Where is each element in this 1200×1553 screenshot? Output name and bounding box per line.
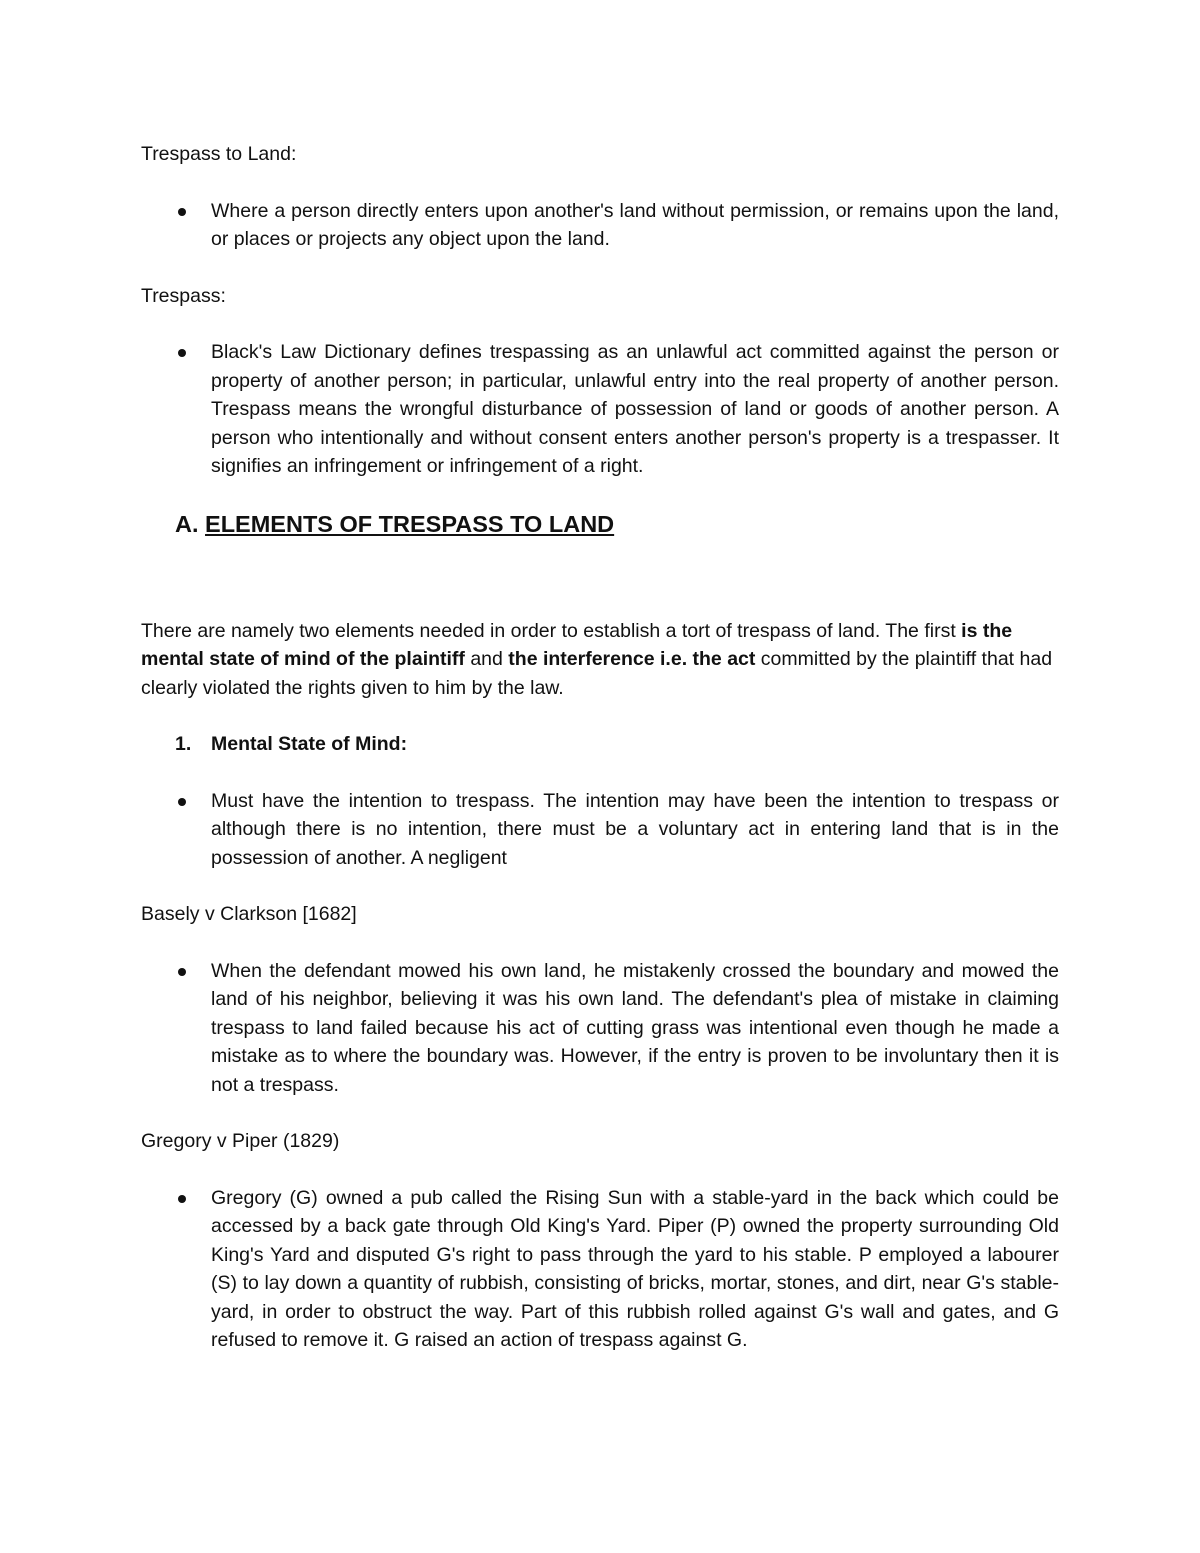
document-page <box>141 140 1059 1383</box>
trespass-label: Trespass: <box>141 284 226 307</box>
heading-letter: A. <box>175 510 199 537</box>
numbered-item-mental-state <box>175 730 1059 759</box>
intro-paragraph <box>141 617 1059 703</box>
list-item <box>141 338 1059 481</box>
intro-bold-2: the interference i.e. the act <box>508 648 756 670</box>
bullet-text: Gregory (G) owned a pub called the Rising Sun with a stable-yard in the back which could be accessed by a back gate through Old King's Yard. Piper (P) owned the property surrounding Old King's Yard and disputed G's right to pass through the yard to his stable. P employed a labourer (S) to lay down a quantity of rubbish, consisting of bricks, mortar, stones, and dirt, near G's stable-yard, in order to obstruct the way. Part of this rubbish rolled against G's wall and gates, and G refused to remove it. G raised an action of trespass against G. <box>211 1186 1059 1351</box>
bullet-text: Where a person directly enters upon another's land without permission, or remains upon the land, or places or projects any object upon the land. <box>211 199 1059 250</box>
basely-case-list <box>141 957 1059 1100</box>
bullet-icon <box>178 1195 186 1203</box>
item-title: Mental State of Mind: <box>211 733 408 755</box>
list-item <box>141 787 1059 873</box>
bullet-icon <box>178 349 186 357</box>
bullet-text: Black's Law Dictionary defines trespassing as an unlawful act committed against the person or property of another person; in particular, unlawful entry into the real property of another person. Trespass means the wrongful disturbance of possession of land or goods of another person. A person who intentionally and without consent enters another person's property is a trespasser. It signifies an infringement or infringement of a right. <box>211 341 1059 477</box>
heading-title: ELEMENTS OF TRESPASS TO LAND <box>205 510 615 537</box>
intro-bold-1: is the mental state of mind of the plaintiff <box>141 619 1013 670</box>
trespass-to-land-list <box>141 197 1059 254</box>
intro-text-1: There are namely two elements needed in order to establish a tort of trespass of land. The first <box>141 619 962 642</box>
bullet-icon <box>178 798 186 806</box>
gregory-case-list <box>141 1184 1059 1355</box>
list-item <box>141 1184 1059 1355</box>
case-name-gregory: Gregory v Piper (1829) <box>141 1130 340 1152</box>
list-item <box>141 197 1059 254</box>
bullet-icon <box>178 968 186 976</box>
section-heading <box>175 509 1059 539</box>
bullet-text: When the defendant mowed his own land, he mistakenly crossed the boundary and mowed the land of his neighbor, believing it was his own land. The defendant's plea of mistake in claiming trespass to land failed because his act of cutting grass was intentional even though he made a mistake as to where the boundary was. However, if the entry is proven to be involuntary then it is not a trespass. <box>211 959 1059 1096</box>
bullet-text: Must have the intention to trespass. The intention may have been the intention to trespass or although there is no intention, there must be a voluntary act in entering land that is in the possession of another. A negligent <box>211 789 1059 869</box>
trespass-definition-list <box>141 338 1059 481</box>
case-name-basely: Basely v Clarkson [1682] <box>141 903 357 925</box>
intro-text-2: and <box>464 648 509 670</box>
item-number: 1. <box>175 733 192 755</box>
intro-text-3: committed by the plaintiff that had clearly violated the rights given to him by the law. <box>141 648 1053 699</box>
list-item <box>141 957 1059 1100</box>
trespass-to-land-label: Trespass to Land: <box>141 143 297 165</box>
bullet-icon <box>178 208 186 216</box>
mental-state-list <box>141 787 1059 873</box>
